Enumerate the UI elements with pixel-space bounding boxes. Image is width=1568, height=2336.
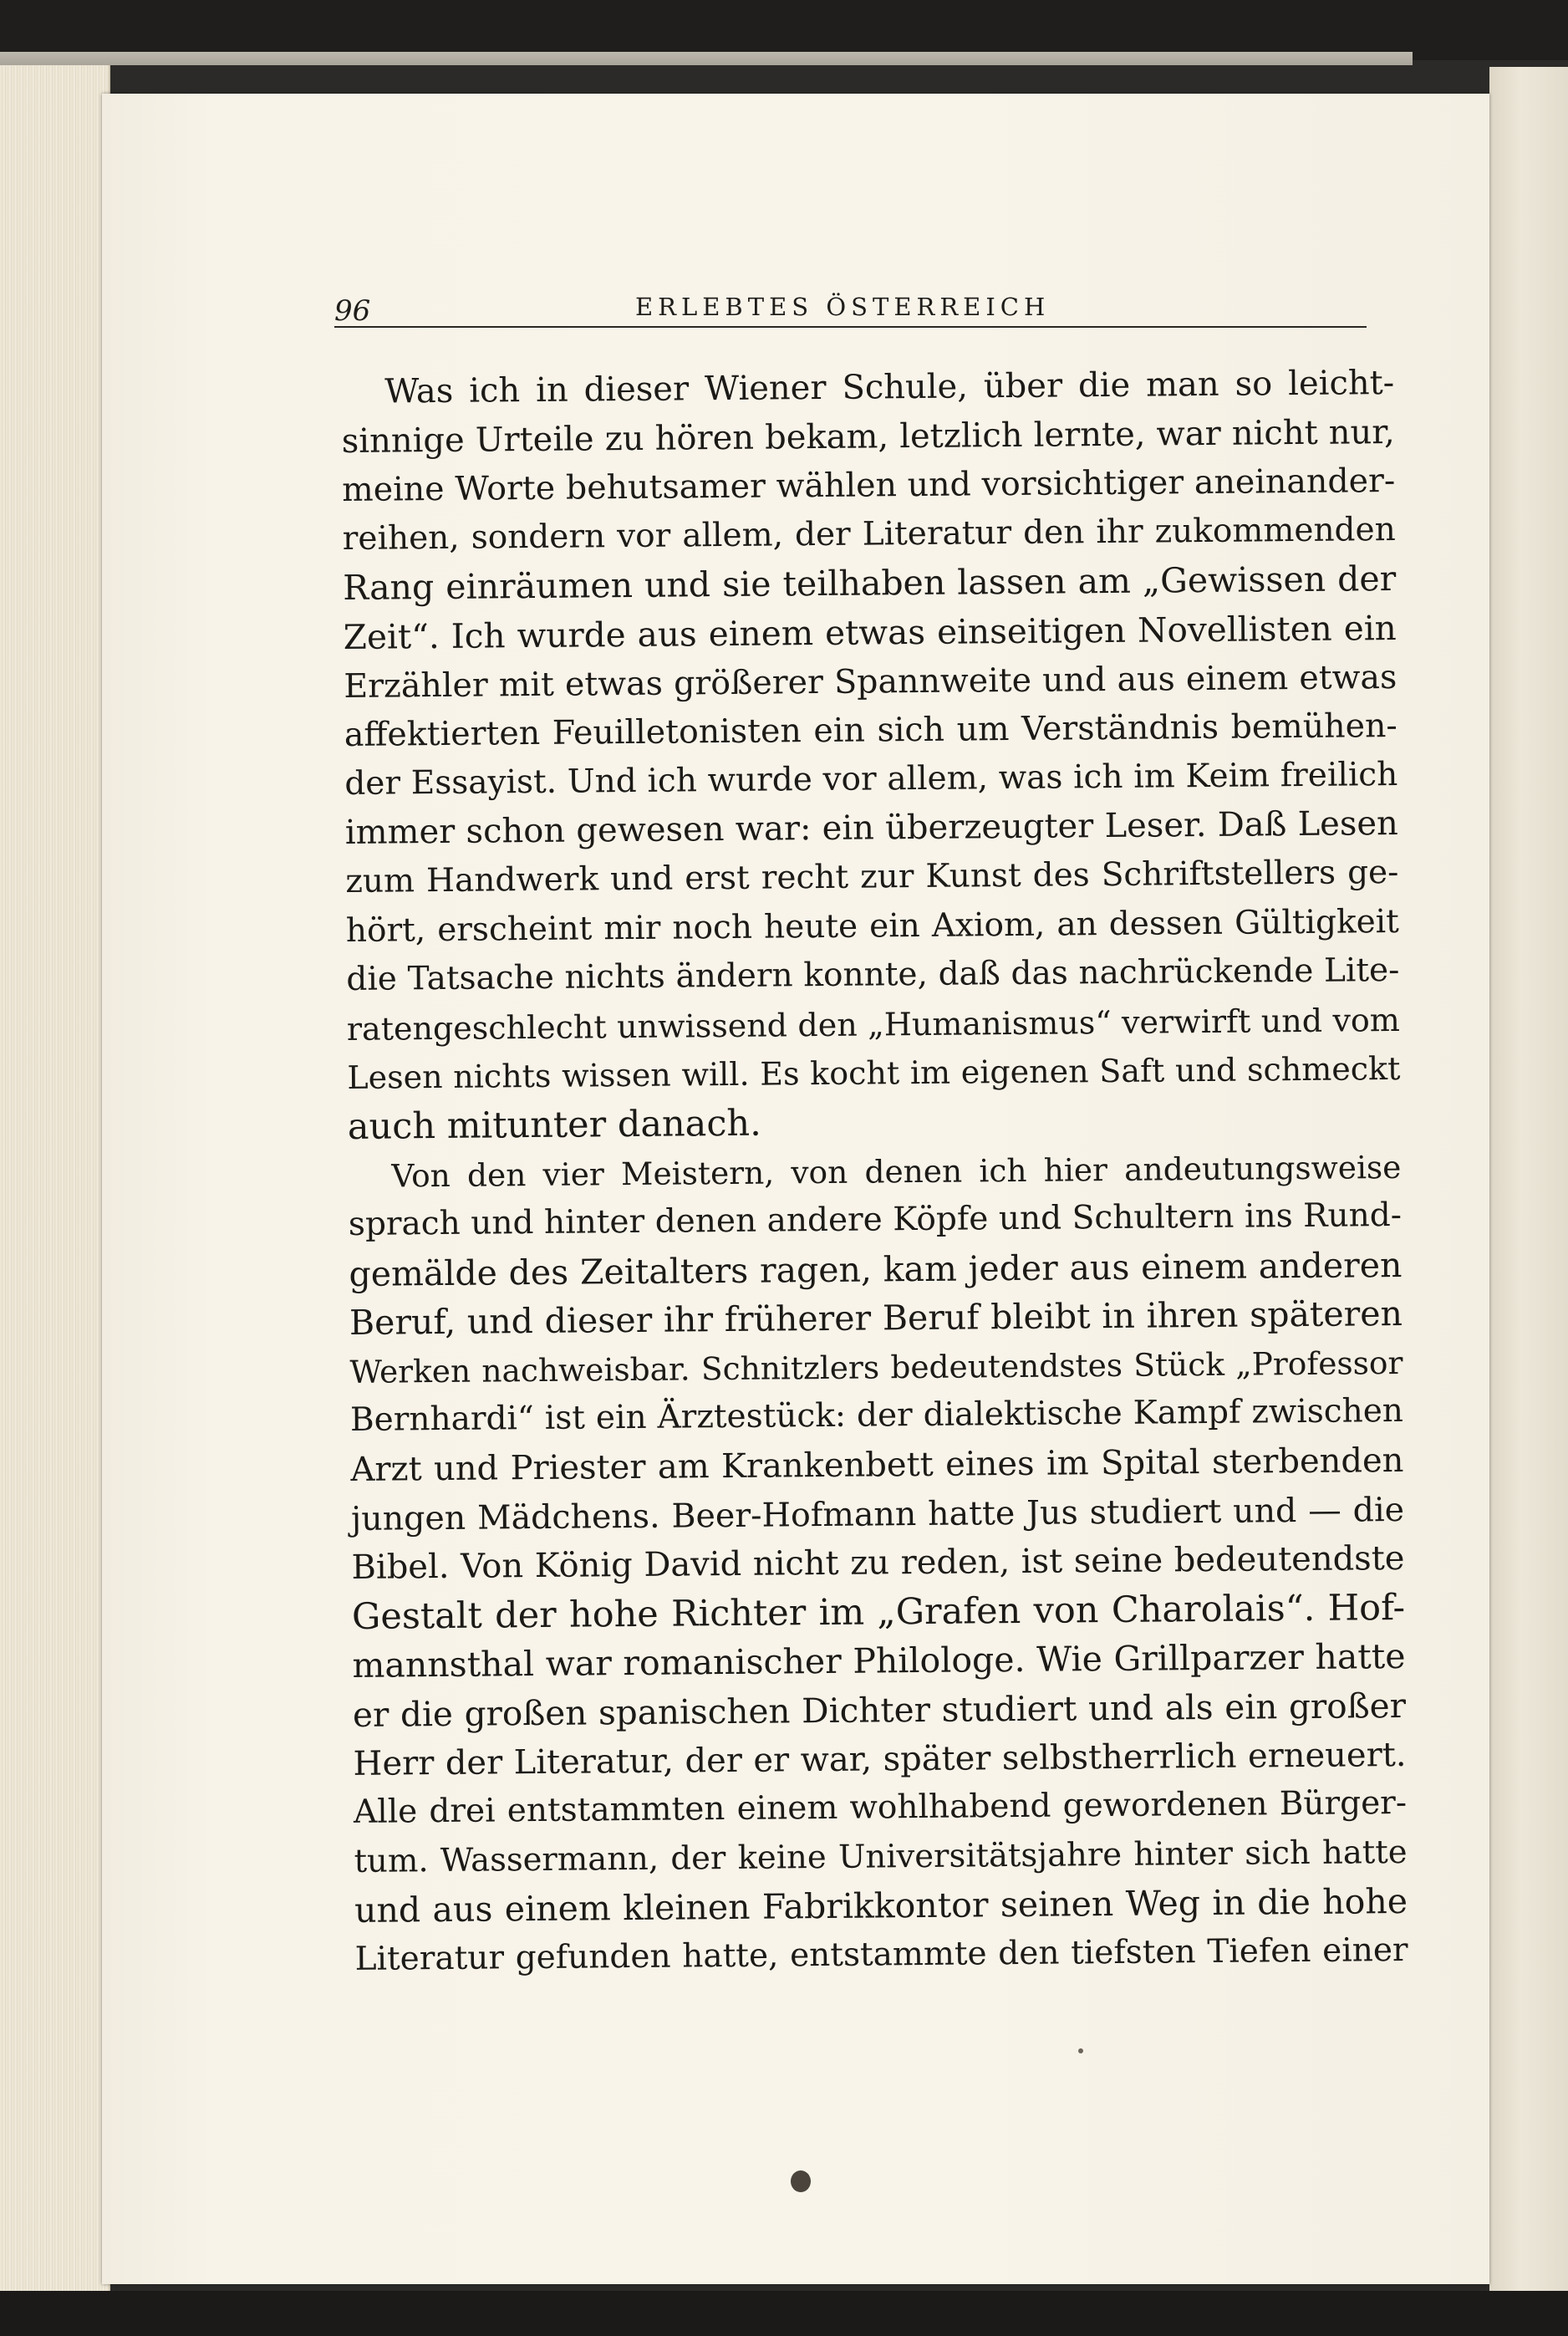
text-line: meine Worte behutsamer wählen und vorsichtiger aneinander- bbox=[342, 462, 1396, 510]
text-line: affektierten Feuilletonisten ein sich um Verständnis bemühen- bbox=[344, 706, 1397, 755]
text-line: Gestalt der hohe Richter im „Grafen von Charolais“. Hof- bbox=[351, 1586, 1406, 1638]
text-line: Von den vier Meistern, von denen ich hier andeutungsweise bbox=[391, 1148, 1402, 1195]
page-edges bbox=[0, 52, 110, 2301]
text-line: Lesen nichts wissen will. Es kocht im eigenen Saft und schmeckt bbox=[347, 1050, 1401, 1097]
text-line: sinnige Urteile zu hören bekam, letzlich lernte, war nicht nur, bbox=[341, 412, 1395, 461]
text-line: jungen Mädchens. Beer-Hofmann hatte Jus studiert und — die bbox=[350, 1490, 1405, 1538]
text-line: hört, erscheint mir noch heute ein Axiom, an dessen Gültigkeit bbox=[345, 902, 1400, 950]
facing-page-edge bbox=[1489, 67, 1568, 2308]
book-cover-edge bbox=[0, 52, 1413, 65]
text-line: Bibel. Von König David nicht zu reden, ist seine bedeutendste bbox=[351, 1539, 1405, 1588]
text-line: tum. Wassermann, der keine Universitätsjahre hinter sich hatte bbox=[354, 1833, 1408, 1880]
text-line: er die großen spanischen Dichter studiert und als ein großer bbox=[352, 1685, 1407, 1735]
text-line: Beruf, und dieser ihr früherer Beruf bleibt in ihren späteren bbox=[349, 1293, 1403, 1344]
text-line: die Tatsache nichts ändern konnte, daß das nachrückende Lite- bbox=[346, 951, 1400, 999]
running-title: ERLEBTES ÖSTERREICH bbox=[635, 293, 1051, 321]
text-line: mannsthal war romanischer Philologe. Wie Grillparzer hatte bbox=[352, 1636, 1406, 1686]
running-head bbox=[334, 283, 1367, 328]
text-line: Bernhardi“ ist ein Ärztestück: der dialektische Kampf zwischen bbox=[349, 1392, 1404, 1440]
text-line: Erzähler mit etwas größerer Spannweite und aus einem etwas bbox=[344, 657, 1397, 706]
text-line: Zeit“. Ich wurde aus einem etwas einseitigen Novellisten ein bbox=[343, 607, 1397, 657]
text-line: Herr der Literatur, der er war, später selbstherrlich erneuert. bbox=[353, 1735, 1407, 1783]
text-line: Arzt und Priester am Krankenbett eines im Spital sterbenden bbox=[350, 1441, 1404, 1490]
text-line: immer schon gewesen war: ein überzeugter Leser. Daß Lesen bbox=[344, 804, 1399, 853]
scan-background-bottom bbox=[0, 2291, 1568, 2336]
ink-dot bbox=[791, 2170, 811, 2192]
text-line: Alle drei entstammten einem wohlhabend gewordenen Bürger- bbox=[353, 1784, 1408, 1832]
text-line: reihen, sondern vor allem, der Literatur den ihr zukommenden bbox=[342, 510, 1396, 558]
text-line: und aus einem kleinen Fabrikkontor seinen Weg in die hohe bbox=[354, 1881, 1408, 1931]
paragraph-2 bbox=[348, 1142, 1408, 1984]
text-line: Werken nachweisbar. Schnitzlers bedeutendstes Stück „Professor bbox=[349, 1344, 1403, 1390]
paper-speck bbox=[1078, 2048, 1083, 2053]
page-number: 96 bbox=[334, 294, 371, 328]
text-line: der Essayist. Und ich wurde vor allem, was ich im Keim freilich bbox=[344, 755, 1398, 803]
text-line: Rang einräumen und sie teilhaben lassen am „Gewissen der bbox=[343, 558, 1397, 609]
body-text bbox=[341, 359, 1408, 1985]
text-line: Literatur gefunden hatte, entstammte den tiefsten Tiefen einer bbox=[354, 1931, 1408, 1978]
text-line: ratengeschlecht unwissend den „Humanismus“ verwirft und vom bbox=[346, 1001, 1401, 1048]
text-line: Was ich in dieser Wiener Schule, über die man so leicht- bbox=[384, 364, 1395, 411]
text-line: sprach und hinter denen andere Köpfe und Schultern ins Rund- bbox=[348, 1196, 1403, 1244]
text-line: gemälde des Zeitalters ragen, kam jeder aus einem anderen bbox=[349, 1244, 1403, 1294]
text-line: zum Handwerk und erst recht zur Kunst des Schriftstellers ge- bbox=[345, 853, 1399, 900]
text-line: auch mitunter danach. bbox=[347, 1102, 761, 1148]
paragraph-1 bbox=[341, 359, 1401, 1151]
